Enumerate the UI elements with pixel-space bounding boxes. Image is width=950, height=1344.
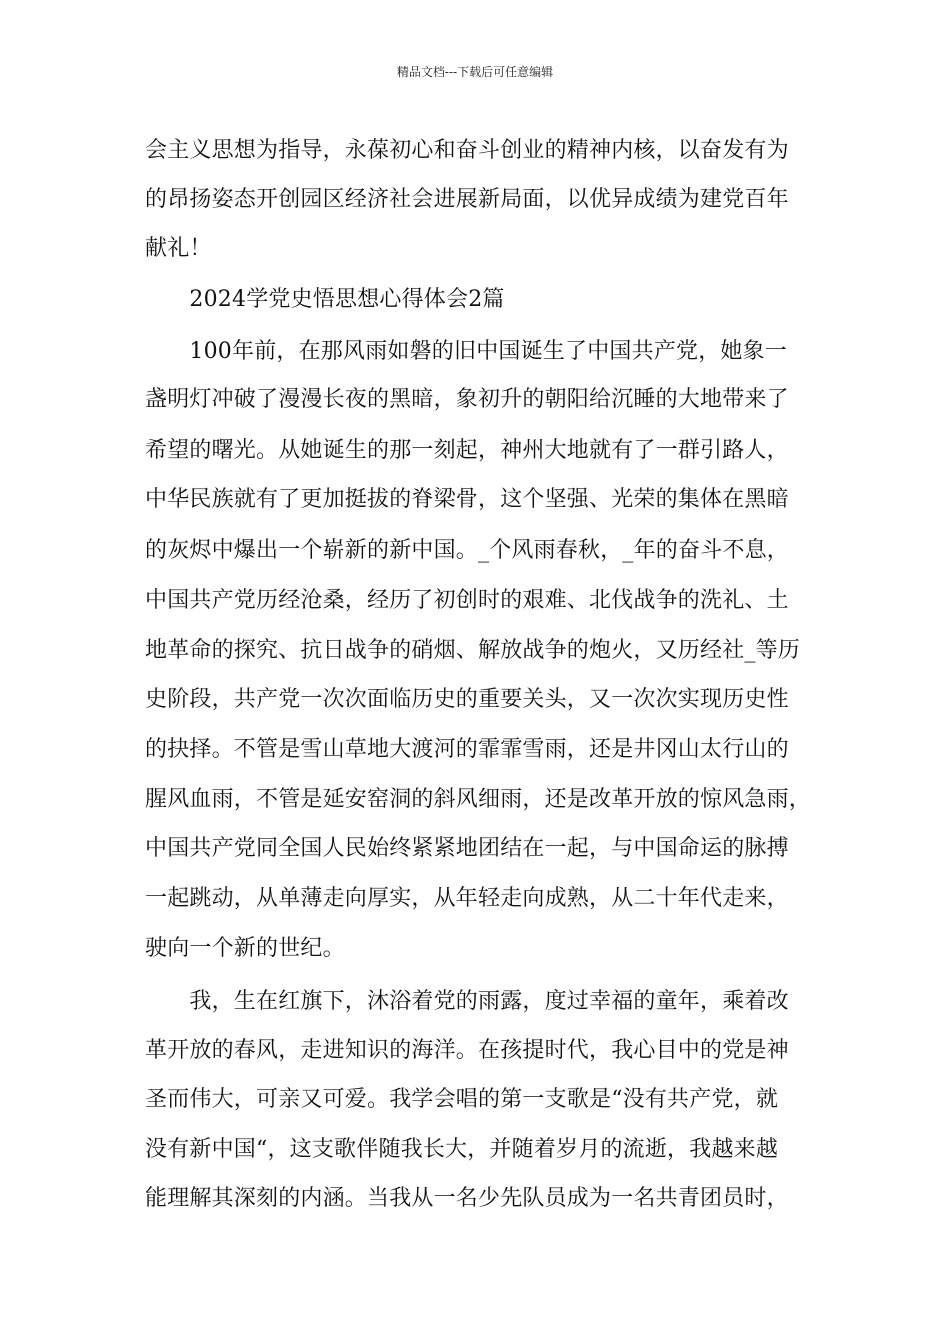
text-line: 腥风血雨，不管是延安窑洞的斜风细雨，还是改革开放的惊风急雨， [145,787,812,812]
text-line: 盏明灯冲破了漫漫长夜的黑暗，象初升的朝阳给沉睡的大地带来了 [145,387,789,412]
text-line: 献礼！ [145,236,212,261]
text-line: 中国共产党同全国人民始终紧紧地团结在一起，与中国命运的脉搏 [145,836,789,861]
text-line: 100年前，在那风雨如磐的旧中国诞生了中国共产党，她象一 [145,339,787,364]
text-line: 的昂扬姿态开创园区经济社会进展新局面，以优异成绩为建党百年 [145,187,789,212]
page-header: 精品文档---下载后可任意编辑 [396,65,554,79]
text-line: 地革命的探究、抗日战争的硝烟、解放战争的炮火，又历经社_等历 [145,638,801,663]
text-line: 中华民族就有了更加挺拔的脊梁骨，这个坚强、光荣的集体在黑暗 [145,487,789,512]
text-line: 驶向一个新的世纪。 [145,936,345,961]
text-line: 一起跳动，从单薄走向厚实，从年轻走向成熟，从二十年代走来， [145,886,789,911]
text-line: 的灰烬中爆出一个崭新的新中国。_个风雨春秋，_年的奋斗不息， [145,538,790,563]
text-line: 史阶段，共产党一次次面临历史的重要关头，又一次次实现历史性 [145,687,789,712]
text-line: 革开放的春风，走进知识的海洋。在孩提时代，我心目中的党是神 [145,1038,789,1063]
text-line: 中国共产党历经沧桑，经历了初创时的艰难、北伐战争的洗礼、土 [145,588,789,613]
text-line: 会主义思想为指导，永葆初心和奋斗创业的精神内核，以奋发有为 [145,138,789,163]
section-heading: 2024学党史悟思想心得体会2篇 [145,287,505,312]
text-line: 希望的曙光。从她诞生的那一刻起，神州大地就有了一群引路人， [145,438,789,463]
text-line: 我，生在红旗下，沐浴着党的雨露，度过幸福的童年，乘着改 [145,989,789,1014]
text-line: 能理解其深刻的内涵。当我从一名少先队员成为一名共青团员时， [145,1186,789,1211]
text-line: 的抉择。不管是雪山草地大渡河的霏霏雪雨，还是井冈山太行山的 [145,737,789,762]
text-line: 圣而伟大，可亲又可爱。我学会唱的第一支歌是“没有共产党，就 [145,1087,779,1112]
text-line: 没有新中国“，这支歌伴随我长大，并随着岁月的流逝，我越来越 [145,1137,779,1162]
